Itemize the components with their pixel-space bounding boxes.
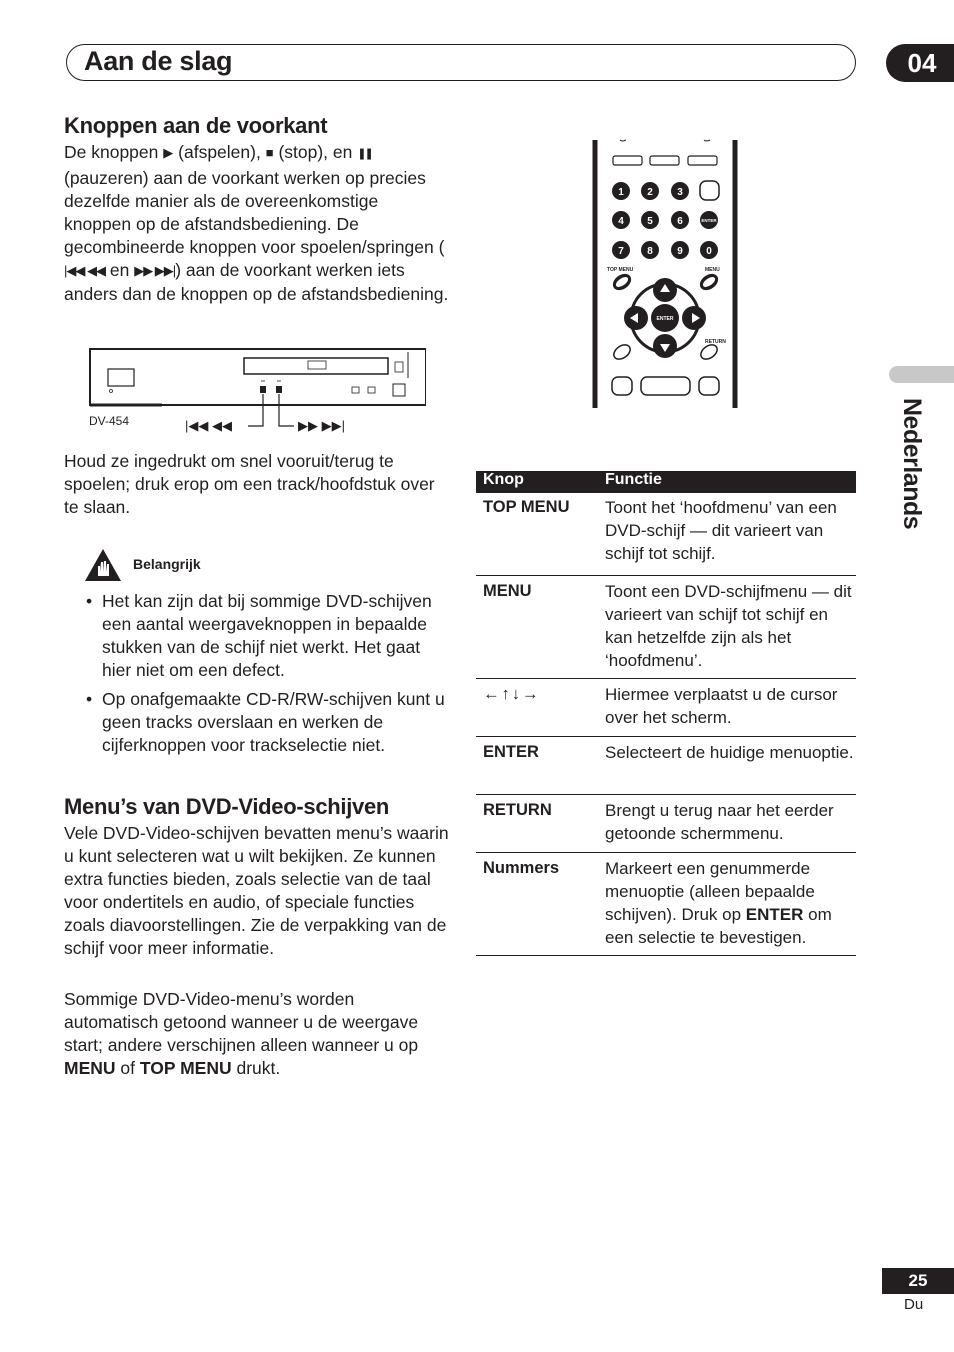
- table-cell-key: RETURN: [483, 801, 552, 819]
- stop-icon: ■: [265, 145, 274, 160]
- skip-back-rewind-icon: |◀◀ ◀◀: [185, 418, 232, 433]
- menu-keyword: MENU: [64, 1058, 116, 1078]
- table-cell-value: Brengt u terug naar het eerder getoonde schermmenu.: [605, 801, 834, 843]
- text-part: om een selectie te bevestigen.: [605, 905, 832, 947]
- list-item: • Het kan zijn dat bij sommige DVD-schijven een aantal weergaveknoppen in bepaalde stukken van de schijf niet werkt. Het gaat hier niet om een defect.: [64, 590, 449, 682]
- text-part: drukt.: [236, 1058, 281, 1078]
- table-row: [476, 737, 856, 795]
- remote-number-8: 8: [647, 246, 653, 257]
- table-cell-value: [605, 857, 856, 949]
- text-part: Sommige DVD-Video-menu’s worden automatisch getoond wanneer u de weergave start; andere verschijnen alleen wanneer u op: [64, 989, 419, 1055]
- button-function-table: [476, 471, 856, 956]
- remote-number-4: 4: [618, 216, 624, 227]
- text-part: (afspelen),: [178, 142, 261, 162]
- play-icon: ▶: [163, 145, 174, 160]
- text-part: en: [109, 260, 130, 280]
- skip-back-rewind-icon: |◀◀ ◀◀: [64, 263, 105, 278]
- remote-number-7: 7: [618, 246, 624, 257]
- remote-number-1: 1: [618, 187, 624, 198]
- list-item: • Op onafgemaakte CD-R/RW-schijven kunt u geen tracks overslaan en werken de cijferknoppen voor trackselectie niet.: [64, 688, 449, 757]
- section-heading-front-buttons: Knoppen aan de voorkant: [64, 113, 328, 138]
- language-label: Nederlands: [898, 398, 926, 530]
- remote-number-5: 5: [647, 216, 653, 227]
- table-row: [476, 576, 856, 679]
- pause-icon: ❚❚: [357, 148, 372, 160]
- dvd-player-front-panel: [86, 344, 426, 436]
- cursor-arrows-icon: ←↑↓→: [483, 685, 541, 703]
- dvd-menus-paragraph-1: Vele DVD-Video-schijven bevatten menu’s waarin u kunt selecteren wat u wilt bekijken. Ze kunnen extra functies bieden, zoals selectie van de taal voor ondertitels en audio, of speciale functies zoals diavoorstellingen. Zie de verpakking van de schijf voor meer informatie.: [64, 823, 449, 958]
- text-part: of: [120, 1058, 136, 1078]
- text-part: (pauzeren) aan de voorkant werken op precies dezelfde manier als de overeenkomstige knoppen op de afstandsbediening. De gecombineerde knoppen voor spoelen/springen (: [64, 168, 445, 257]
- remote-return-label: RETURN: [705, 339, 726, 345]
- fastforward-skip-icon: ▶▶ ▶▶|: [298, 418, 345, 433]
- remote-enter-small-label: ENTER: [701, 218, 717, 223]
- player-model-label: DV-454: [89, 414, 130, 428]
- hold-buttons-paragraph: Houd ze ingedrukt om snel vooruit/terug te spoelen; druk erop om een track/hoofdstuk over te slaan.: [64, 451, 435, 517]
- table-row: [476, 853, 856, 956]
- text-part: De knoppen: [64, 142, 159, 162]
- important-label: Belangrijk: [133, 556, 201, 572]
- page-language-code: Du: [904, 1296, 924, 1313]
- remote-control-illustration: [590, 138, 742, 410]
- text-part: (stop), en: [278, 142, 353, 162]
- enter-keyword: ENTER: [745, 905, 804, 924]
- remote-number-3: 3: [677, 187, 683, 198]
- table-cell-value: Selecteert de huidige menuoptie.: [605, 743, 854, 762]
- table-cell-value: Hiermee verplaatst u de cursor over het scherm.: [605, 685, 838, 727]
- remote-number-9: 9: [677, 246, 683, 257]
- dvd-menus-paragraph-2: [64, 988, 449, 1080]
- table-row: [476, 795, 856, 853]
- page-number: 25: [882, 1268, 954, 1294]
- text-part: ) aan de voorkant werken iets anders dan de knoppen op de afstandsbediening.: [64, 260, 449, 304]
- front-buttons-paragraph: [64, 141, 449, 306]
- table-cell-key: MENU: [483, 582, 532, 600]
- remote-number-2: 2: [647, 187, 653, 198]
- important-list: [64, 590, 449, 763]
- remote-number-6: 6: [677, 216, 683, 227]
- table-row: [476, 493, 856, 576]
- table-cell-value: Toont een DVD-schijfmenu — dit varieert van schijf tot schijf en kan hetzelfde zijn als het ‘hoofdmenu’.: [605, 582, 852, 670]
- table-header-functie: Functie: [605, 471, 662, 488]
- chapter-title: Aan de slag: [84, 46, 233, 76]
- table-cell-key: Nummers: [483, 859, 560, 877]
- text-part: Markeert een genummerde menuoptie (alleen bepaalde schijven). Druk op: [605, 859, 815, 924]
- table-row: [476, 679, 856, 737]
- fastforward-skip-icon: ▶▶ ▶▶|: [134, 263, 176, 278]
- table-cell-key: ENTER: [483, 743, 539, 761]
- remote-top-menu-label: TOP MENU: [607, 267, 634, 273]
- top-menu-keyword: TOP MENU: [139, 1058, 232, 1078]
- table-cell-key: TOP MENU: [483, 498, 570, 516]
- remote-number-0: 0: [706, 246, 712, 257]
- remote-enter-label: ENTER: [656, 316, 674, 322]
- table-cell-value: Toont het ‘hoofdmenu’ van een DVD-schijf — dit varieert van schijf tot schijf.: [605, 498, 837, 563]
- table-header-knop: Knop: [483, 471, 524, 488]
- chapter-number-badge: 04: [886, 44, 954, 82]
- table-header: [476, 471, 856, 493]
- section-heading-dvd-menus: Menu’s van DVD-Video-schijven: [64, 794, 390, 819]
- language-tab: [889, 366, 954, 383]
- remote-menu-label: MENU: [705, 267, 720, 273]
- warning-hand-icon: [84, 548, 122, 582]
